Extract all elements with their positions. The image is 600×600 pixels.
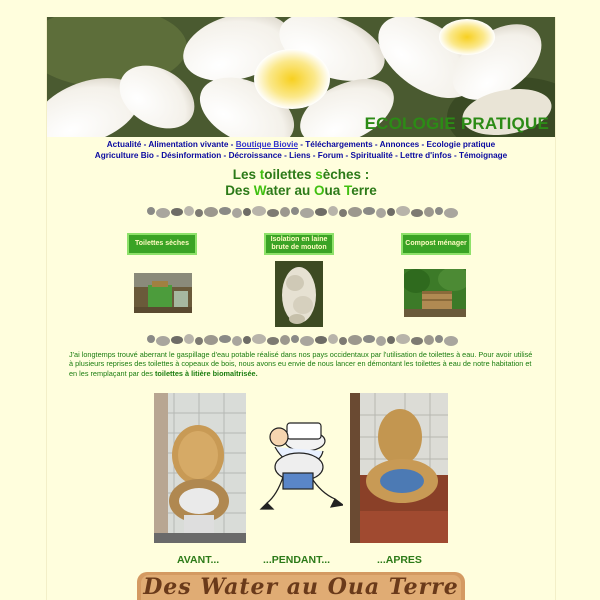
headline-initial: O [314,183,325,198]
nav-separator: - [141,140,149,149]
nav-separator: - [153,151,162,160]
stone [171,208,183,216]
stone [376,336,386,346]
stone [435,207,443,215]
feature-button-isolation-laine[interactable]: Isolation en laine brute de mouton [264,233,334,255]
intro-paragraph [69,350,535,378]
main-navigation [47,139,555,161]
feature-button-toilettes-seches[interactable]: Toilettes sèches [127,233,197,255]
stone [280,335,290,345]
stone [444,208,458,218]
nav-separator: - [343,151,351,160]
nav-link-spiritualit-[interactable]: Spiritualité [350,151,393,160]
photo-after-dry-toilet [350,393,448,543]
nav-row-2 [47,150,555,161]
thumbnail-dry-toilet[interactable] [134,273,192,313]
stone [267,337,279,345]
nav-link-ecologie-pratique[interactable]: Ecologie pratique [426,140,496,149]
headline-initial: s [315,167,323,182]
stone [156,208,170,218]
stone [396,334,410,344]
nav-link-d-croissance[interactable]: Décroissance [228,151,282,160]
stone [363,207,375,215]
feature-button-compost-menager[interactable]: Compost ménager [401,233,471,255]
stone [315,208,327,216]
nav-separator: - [451,151,459,160]
stone [376,208,386,218]
stone [328,206,338,216]
nav-separator: - [392,151,401,160]
headline-initial: T [344,183,352,198]
headline-text: ua [324,183,345,198]
sign-text: Des Water au Oua Terre [143,574,459,600]
stone [243,208,251,216]
nav-separator: - [372,140,380,149]
nav-separator: - [310,151,318,160]
headline-text: oilettes [264,167,316,182]
stone [387,336,395,344]
nav-link-forum[interactable]: Forum [317,151,344,160]
stone [184,334,194,344]
stone [339,337,347,345]
stone [252,334,266,344]
nav-row-1 [47,139,555,150]
headline-initial: W [253,183,266,198]
nav-separator: - [298,140,306,149]
stone [363,335,375,343]
stone [411,337,423,345]
stone [156,336,170,346]
stone [252,206,266,216]
headline-text: èches : [322,167,370,182]
stone [243,336,251,344]
stone [291,207,299,215]
headline-text: Des [225,183,254,198]
headline-text: Les [232,167,260,182]
stone [219,207,231,215]
stones-divider-bottom [143,330,459,350]
stones-divider-top [143,202,459,222]
intro-bold-text: toilettes à litière biomaîtrisée. [155,368,258,378]
stone [204,335,218,345]
nav-separator: - [281,151,290,160]
nav-link-boutique-biovie[interactable]: Boutique Biovie [235,140,299,149]
stone [424,207,434,217]
stone [184,206,194,216]
stone [396,206,410,216]
nav-link-agriculture-bio[interactable]: Agriculture Bio [94,151,154,160]
intro-text: J'ai longtemps trouvé aberrant le gaspillage d'eau potable réalisé dans nos pays occidentaux par l'utilisation de toilettes à eau. Pour avoir utilisé à plusieurs reprises des toilettes à copeaux de bois, nous avons eu envie de nous lancer en démontant les toilettes à eau de notre habitation et en les remplaçant par des [69,350,533,378]
headline-line-1 [47,167,555,183]
stone [339,209,347,217]
nav-link-d-sinformation[interactable]: Désinformation [161,151,222,160]
nav-link-liens[interactable]: Liens [289,151,311,160]
stone [195,209,203,217]
cartoon-man-carrying-toilet [257,417,343,527]
nav-link-t-l-chargements[interactable]: Téléchargements [305,140,373,149]
stone [219,335,231,343]
nav-separator: - [221,151,229,160]
stone [348,207,362,217]
stone [424,335,434,345]
nav-link-t-moignage[interactable]: Témoignage [458,151,508,160]
stone [232,208,242,218]
nav-link-lettre-d-infos[interactable]: Lettre d'infos [400,151,452,160]
header-banner [47,17,555,137]
stone [300,208,314,218]
stone [387,208,395,216]
stone [328,334,338,344]
stone [147,335,155,343]
headline-line-2 [47,183,555,199]
stone [147,207,155,215]
thumbnail-compost[interactable] [404,269,466,317]
stone [280,207,290,217]
caption-after: ...APRES [377,554,422,566]
site-title: ECOLOGIE PRATIQUE [364,114,549,133]
stone [435,335,443,343]
stone [444,336,458,346]
thumbnail-sheep-wool[interactable] [275,261,323,327]
headline-text: erre [351,183,377,198]
stone [348,335,362,345]
photo-before-water-toilet [154,393,246,543]
stone [411,209,423,217]
nav-link-actualit-[interactable]: Actualité [106,140,142,149]
nav-link-annonces[interactable]: Annonces [379,140,420,149]
stone [232,336,242,346]
stone [195,337,203,345]
headline-initial: t [259,167,265,182]
caption-during: ...PENDANT... [263,554,331,566]
nav-link-alimentation-vivante[interactable]: Alimentation vivante [148,140,229,149]
stone [291,335,299,343]
stone [204,207,218,217]
stone [315,336,327,344]
stone [300,336,314,346]
nav-separator: - [228,140,236,149]
wooden-sign [137,572,465,600]
page-headline [47,167,555,199]
stone [171,336,183,344]
headline-text: ater au [265,183,314,198]
nav-separator: - [419,140,427,149]
stone [267,209,279,217]
caption-before: AVANT... [177,554,220,566]
page-container [46,17,556,600]
